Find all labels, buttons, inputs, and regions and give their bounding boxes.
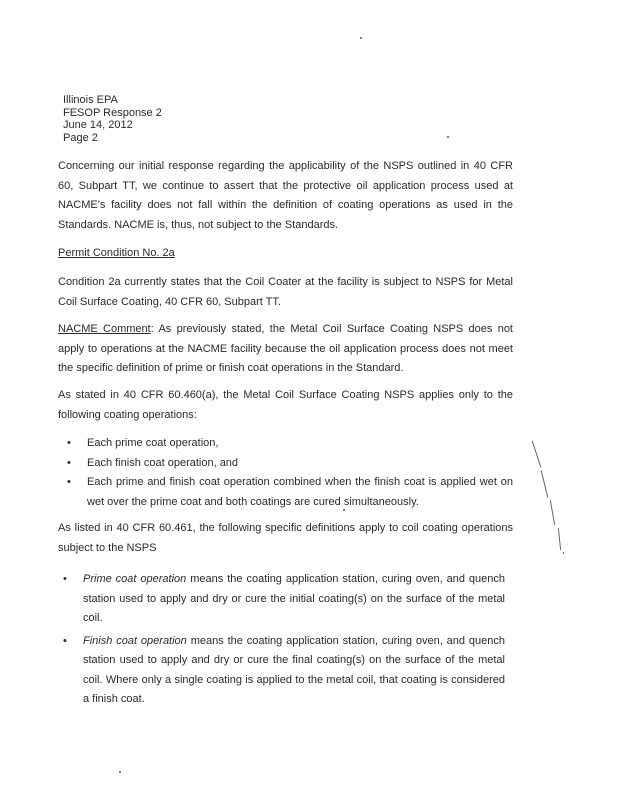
definition-text: means the coating application station, curing oven, and quench station used to apply and dry or cure the final coating(s) on the surface of the metal coil. Where only a single coating is applied to the metal coil, that coating is considered a finish coat.: [83, 634, 505, 705]
scan-line: [541, 470, 549, 497]
subject-line: FESOP Response 2: [63, 106, 162, 119]
scan-line: [558, 528, 561, 550]
intro-paragraph: Concerning our initial response regarding the applicability of the NSPS outlined in 40 CFR 60, Subpart TT, we continue to assert that the protective oil application process used at NACME's facility does not fall within the definition of coating operations as used in the Standards. NACME is, thus, not subject to the Standards.: [58, 160, 513, 231]
list-item: • Each prime and finish coat operation combined when the finish coat is applied wet on wet over the prime coat and both coatings are cured simultaneously.: [63, 473, 513, 512]
comment-paragraph: [58, 320, 513, 379]
page-number: Page 2: [63, 131, 98, 144]
scan-line: [563, 552, 564, 554]
definition-text: means the coating application station, curing oven, and quench station used to apply and dry or cure the initial coating(s) on the surface of the metal coil.: [83, 573, 506, 624]
definition-term: Finish coat operation: [83, 634, 187, 647]
scan-speck: [119, 771, 121, 773]
definition-item: [58, 570, 505, 629]
definition-term: Prime coat operation: [83, 573, 187, 585]
condition-paragraph: Condition 2a currently states that the Coil Coater at the facility is subject to NSPS for Metal Coil Surface Coating, 40 CFR 60, Subpart TT.: [58, 276, 513, 308]
letter-header: [63, 94, 162, 144]
scan-line: [532, 441, 542, 468]
listed-paragraph: As listed in 40 CFR 60.461, the following specific definitions apply to coil coating operations subject to the NSPS: [58, 522, 513, 554]
date-line: June 14, 2012: [63, 119, 133, 131]
list-item: • Each prime coat operation,: [63, 434, 513, 454]
permit-condition-title: Permit Condition No. 2a: [58, 247, 175, 259]
scan-speck: [360, 37, 362, 39]
scan-speck: [343, 509, 345, 511]
coating-operations-list: [63, 434, 513, 512]
recipient-line: Illinois EPA: [63, 94, 118, 106]
comment-text: : As previously stated, the Metal Coil Surface Coating NSPS does not apply to operations at the NACME facility because the oil application process does not meet the specific definition of prime or finish coat operations in the Standard.: [58, 323, 513, 374]
list-item: • Each finish coat operation, and: [63, 454, 513, 474]
scan-speck: [447, 136, 449, 138]
definition-item: [58, 632, 505, 710]
definitions-list: [58, 570, 505, 713]
stated-paragraph: As stated in 40 CFR 60.460(a), the Metal Coil Surface Coating NSPS applies only to the following coating operations:: [58, 389, 513, 421]
scan-line: [550, 500, 555, 525]
comment-label: NACME Comment: [58, 323, 151, 335]
permit-condition-heading: [58, 244, 513, 264]
